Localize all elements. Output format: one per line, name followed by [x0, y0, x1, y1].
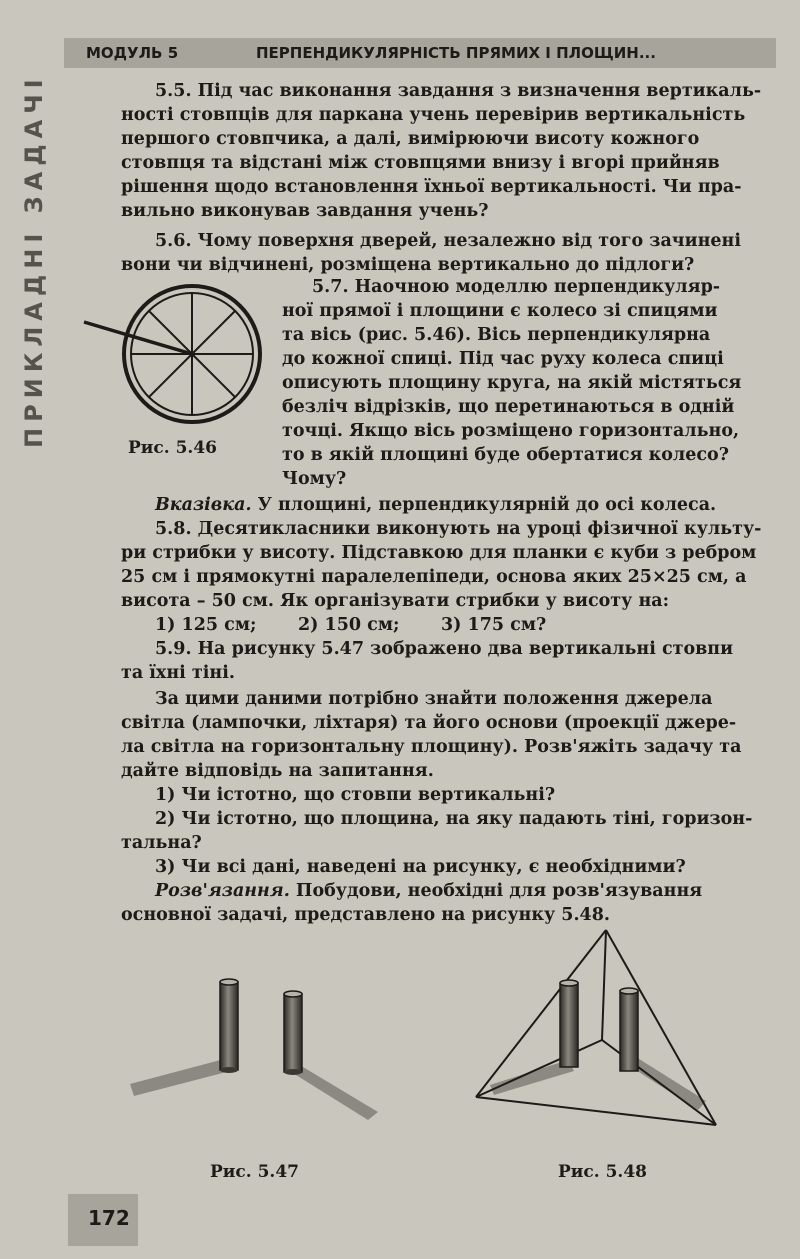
- text-line: Чому?: [282, 469, 347, 489]
- hint-label: Вказівка.: [155, 495, 252, 515]
- caption-fig-5-48: Рис. 5.48: [558, 1162, 647, 1182]
- text-line: ної прямої і площини є колесо зі спицями: [282, 301, 718, 321]
- text-line: то в якій площині буде обертатися колесо?: [282, 445, 729, 465]
- text-line: ності стовпців для паркана учень перевірив вертикальність: [121, 105, 746, 125]
- wheel-figure-5-46: [80, 282, 270, 432]
- text-line: вильно виконував завдання учень?: [121, 201, 489, 221]
- option-3: 3) 175 см?: [441, 615, 547, 635]
- page-number-box: [68, 1194, 138, 1246]
- text-line: За цими даними потрібно знайти положення джерела: [155, 689, 713, 709]
- text-line: вони чи відчинені, розміщена вертикально до підлоги?: [121, 255, 695, 275]
- text-line: рішення щодо встановлення їхньої вертикальності. Чи пра-: [121, 177, 742, 197]
- construction-figure-5-48: [470, 925, 730, 1165]
- text-line: 5.9. На рисунку 5.47 зображено два вертикальні стовпи: [155, 639, 734, 659]
- text-line: та вісь (рис. 5.46). Вісь перпендикулярна: [282, 325, 711, 345]
- text-line: ри стрибки у висоту. Підставкою для планки є куби з ребром: [121, 543, 757, 563]
- question-1: 1) Чи істотно, що стовпи вертикальні?: [155, 785, 556, 805]
- text-line: ла світла на горизонтальну площину). Розв'яжіть задачу та: [121, 737, 742, 757]
- hint-text: У площині, перпендикулярній до осі колеса.: [251, 495, 717, 515]
- text-line: світла (лампочки, ліхтаря) та його основи (проекції джере-: [121, 713, 737, 733]
- text-line: до кожної спиці. Під час руху колеса спиці: [282, 349, 724, 369]
- question-2: 2) Чи істотно, що площина, на яку падають тіні, горизон-: [155, 809, 753, 829]
- text-line: безліч відрізків, що перетинаються в одній: [282, 397, 735, 417]
- question-3: 3) Чи всі дані, наведені на рисунку, є необхідними?: [155, 857, 686, 877]
- hint-line: [155, 494, 716, 518]
- caption-fig-5-46: Рис. 5.46: [128, 438, 217, 458]
- text-line: стовпця та відстані між стовпцями внизу і вгорі прийняв: [121, 153, 720, 173]
- text-line: 5.7. Наочною моделлю перпендикуляр-: [312, 277, 721, 297]
- option-2: 2) 150 см;: [298, 615, 400, 635]
- text-line: першого стовпчика, а далі, вимірюючи висоту кожного: [121, 129, 700, 149]
- page-number: 172: [88, 1206, 130, 1230]
- text-line: 5.6. Чому поверхня дверей, незалежно від того зачинені: [155, 231, 741, 251]
- text-line: 5.5. Під час виконання завдання з визначення вертикаль-: [155, 81, 762, 101]
- option-1: 1) 125 см;: [155, 615, 257, 635]
- side-section-label: ПРИКЛАДНІ ЗАДАЧІ: [20, 73, 48, 448]
- text-line: тальна?: [121, 833, 202, 853]
- text-line: описують площину круга, на якій містяться: [282, 373, 742, 393]
- text-line: 25 см і прямокутні паралелепіпеди, основа яких 25×25 см, а: [121, 567, 747, 587]
- text-line: дайте відповідь на запитання.: [121, 761, 434, 781]
- text-line: та їхні тіні.: [121, 663, 235, 683]
- module-label: МОДУЛЬ 5: [86, 44, 179, 62]
- caption-fig-5-47: Рис. 5.47: [210, 1162, 299, 1182]
- running-header: [64, 38, 776, 68]
- poles-shadows-figure-5-47: [120, 960, 400, 1160]
- text-line: основної задачі, представлено на рисунку 5.48.: [121, 905, 611, 925]
- solution-text: Побудови, необхідні для розв'язування: [289, 881, 703, 901]
- text-line: висота – 50 см. Як організувати стрибки у висоту на:: [121, 591, 670, 611]
- chapter-title: ПЕРПЕНДИКУЛЯРНІСТЬ ПРЯМИХ І ПЛОЩИН...: [256, 44, 656, 62]
- solution-line: [155, 880, 702, 904]
- text-line: 5.8. Десятикласники виконують на уроці фізичної культу-: [155, 519, 762, 539]
- text-line: точці. Якщо вісь розміщено горизонтально,: [282, 421, 740, 441]
- solution-label: Розв'язання.: [155, 881, 290, 901]
